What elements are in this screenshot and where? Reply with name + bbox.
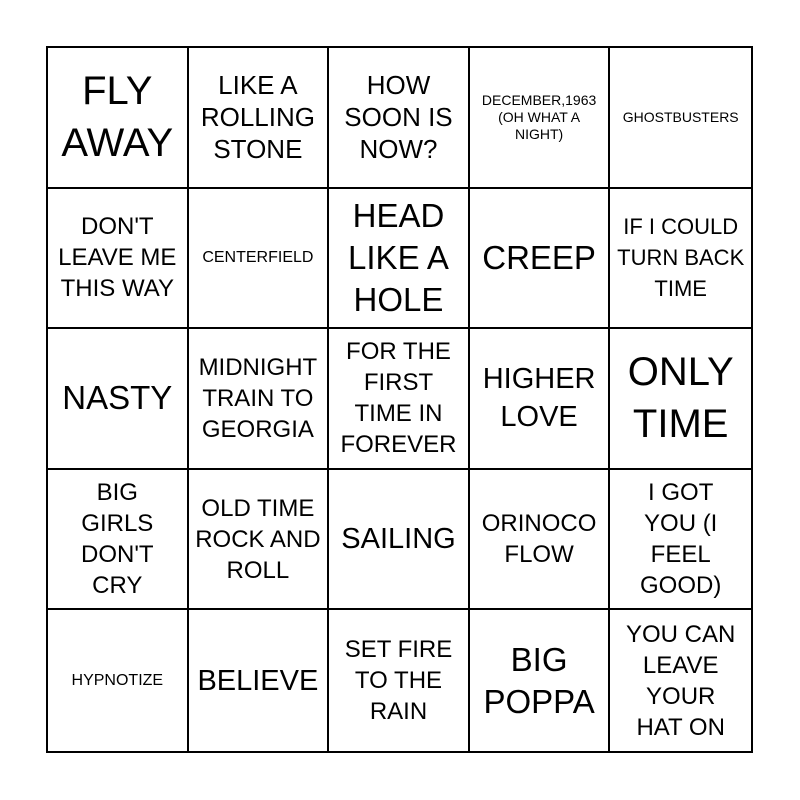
bingo-cell-r4c5[interactable]: [610, 470, 751, 611]
cell-text: FLY AWAY: [61, 69, 174, 166]
bingo-cell-r4c1[interactable]: [48, 470, 189, 611]
bingo-cell-r3c1[interactable]: [48, 329, 189, 470]
bingo-cell-r5c1[interactable]: [48, 610, 189, 751]
bingo-cell-r2c3[interactable]: [329, 189, 470, 330]
cell-text: HYPNOTIZE: [71, 671, 164, 689]
cell-text: BIG POPPA: [483, 640, 595, 720]
cell-text: HEAD LIKE A HOLE: [348, 196, 449, 318]
cell-text: YOU CAN LEAVE YOUR HAT ON: [626, 620, 736, 741]
cell-text: OLD TIME ROCK AND ROLL: [195, 494, 321, 584]
cell-text: MIDNIGHT TRAIN TO GEORGIA: [198, 353, 318, 443]
cell-text: I GOT YOU (I FEEL GOOD): [640, 479, 722, 600]
cell-text: GHOSTBUSTERS: [622, 108, 739, 125]
cell-text: HIGHER LOVE: [482, 363, 596, 434]
bingo-cell-r4c2[interactable]: [189, 470, 330, 611]
cell-text: IF I COULD TURN BACK TIME: [617, 214, 745, 302]
bingo-cell-r2c2[interactable]: [189, 189, 330, 330]
cell-text: HOW SOON IS NOW?: [344, 70, 453, 165]
bingo-cell-r2c1[interactable]: [48, 189, 189, 330]
bingo-cell-r5c5[interactable]: [610, 610, 751, 751]
bingo-cell-r5c4[interactable]: [470, 610, 611, 751]
cell-text: LIKE A ROLLING STONE: [200, 70, 315, 165]
cell-text: SAILING: [341, 523, 456, 556]
bingo-cell-r2c5[interactable]: [610, 189, 751, 330]
bingo-cell-r5c2[interactable]: [189, 610, 330, 751]
cell-text: FOR THE FIRST TIME IN FOREVER: [340, 338, 457, 459]
cell-text: ONLY TIME: [627, 350, 734, 447]
bingo-cell-r3c2[interactable]: [189, 329, 330, 470]
cell-text: BELIEVE: [197, 664, 319, 697]
bingo-cell-r1c2[interactable]: [189, 48, 330, 189]
bingo-cell-r1c1[interactable]: [48, 48, 189, 189]
bingo-cell-r3c3[interactable]: [329, 329, 470, 470]
cell-text: BIG GIRLS DON'T CRY: [81, 479, 154, 600]
bingo-cell-r3c5[interactable]: [610, 329, 751, 470]
bingo-cell-r1c3[interactable]: [329, 48, 470, 189]
cell-text: DON'T LEAVE ME THIS WAY: [58, 213, 177, 303]
bingo-cell-r5c3[interactable]: [329, 610, 470, 751]
bingo-cell-r2c4[interactable]: [470, 189, 611, 330]
bingo-cell-r1c4[interactable]: [470, 48, 611, 189]
cell-text: NASTY: [62, 379, 173, 417]
cell-text: SET FIRE TO THE RAIN: [344, 636, 453, 726]
cell-text: CENTERFIELD: [202, 248, 314, 266]
cell-text: ORINOCO FLOW: [481, 510, 597, 569]
bingo-card: [46, 46, 753, 753]
bingo-cell-r4c4[interactable]: [470, 470, 611, 611]
bingo-cell-r4c3[interactable]: [329, 470, 470, 611]
bingo-cell-r1c5[interactable]: [610, 48, 751, 189]
cell-text: CREEP: [482, 238, 596, 276]
bingo-cell-r3c4[interactable]: [470, 329, 611, 470]
cell-text: DECEMBER,1963 (OH WHAT A NIGHT): [481, 91, 597, 142]
